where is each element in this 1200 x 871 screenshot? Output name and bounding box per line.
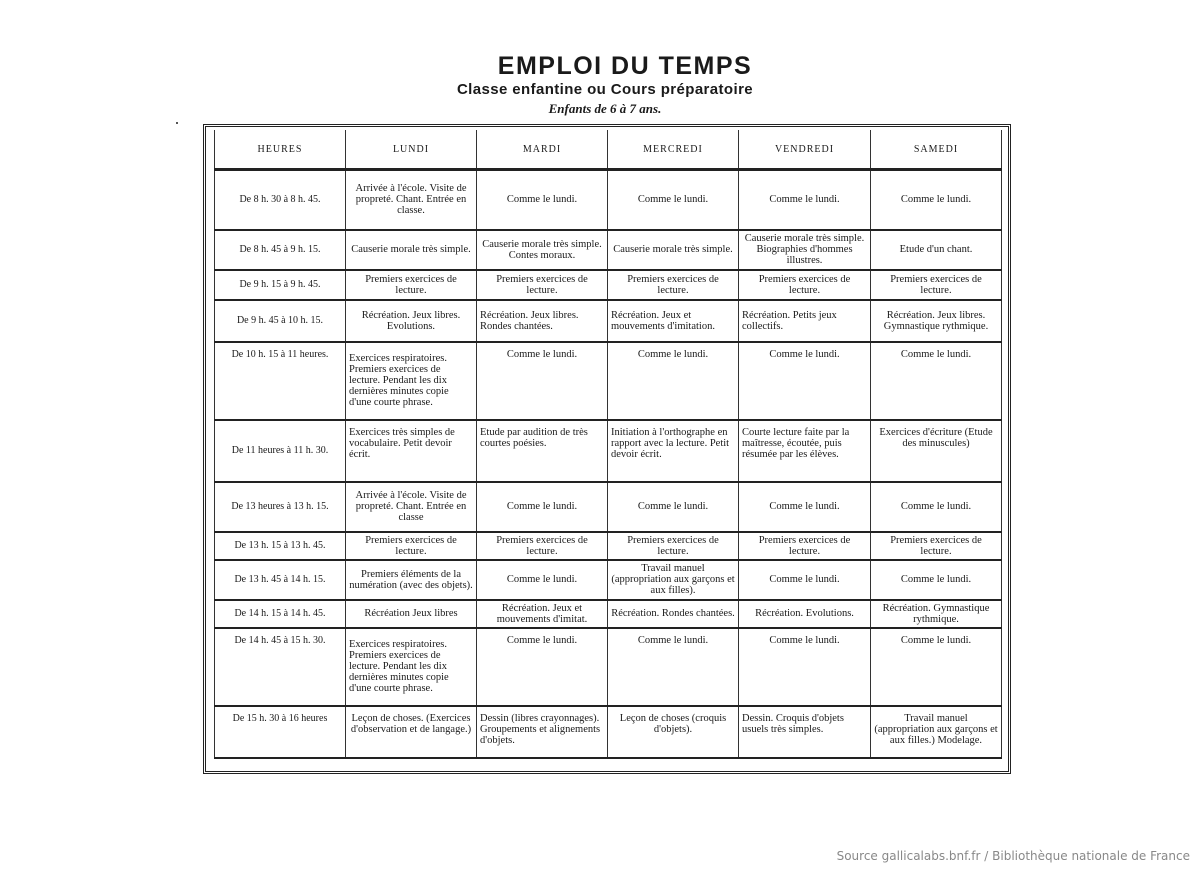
- mercredi-cell: Causerie morale très simple.: [608, 230, 739, 270]
- lundi-cell: Premiers exercices de lecture.: [346, 532, 477, 560]
- samedi-cell: Comme le lundi.: [871, 560, 1002, 600]
- vendredi-cell: Premiers exercices de lecture.: [739, 270, 871, 300]
- header-row: [215, 130, 1002, 170]
- header-vendredi: VENDREDI: [739, 130, 871, 170]
- time-cell: De 15 h. 30 à 16 heures: [215, 706, 346, 758]
- mardi-cell: Dessin (libres crayonnages). Groupements et alignements d'objets.: [477, 706, 608, 758]
- mercredi-cell: Premiers exercices de lecture.: [608, 270, 739, 300]
- lundi-cell: Leçon de choses. (Exercices d'observation et de langage.): [346, 706, 477, 758]
- table-row: [215, 170, 1002, 230]
- table-row: [215, 560, 1002, 600]
- mercredi-cell: Travail manuel (appropriation aux garçons et aux filles).: [608, 560, 739, 600]
- table-row: [215, 230, 1002, 270]
- samedi-cell: Récréation. Gymnastique rythmique.: [871, 600, 1002, 628]
- vendredi-cell: Courte lecture faite par la maîtresse, écoutée, puis résumée par les élèves.: [739, 420, 871, 482]
- lundi-cell: Causerie morale très simple.: [346, 230, 477, 270]
- table-row: [215, 300, 1002, 342]
- time-cell: De 8 h. 30 à 8 h. 45.: [215, 170, 346, 230]
- document-title: EMPLOI DU TEMPS: [497, 52, 753, 80]
- time-cell: De 13 h. 45 à 14 h. 15.: [215, 560, 346, 600]
- lundi-cell: Premiers éléments de la numération (avec des objets).: [346, 560, 477, 600]
- vendredi-cell: Récréation. Evolutions.: [739, 600, 871, 628]
- time-cell: De 9 h. 15 à 9 h. 45.: [215, 270, 346, 300]
- vendredi-cell: Premiers exercices de lecture.: [739, 532, 871, 560]
- samedi-cell: Comme le lundi.: [871, 170, 1002, 230]
- mercredi-cell: Initiation à l'orthographe en rapport avec la lecture. Petit devoir écrit.: [608, 420, 739, 482]
- mardi-cell: Récréation. Jeux libres. Rondes chantées.: [477, 300, 608, 342]
- samedi-cell: Etude d'un chant.: [871, 230, 1002, 270]
- mercredi-cell: Récréation. Jeux et mouvements d'imitation.: [608, 300, 739, 342]
- mardi-cell: Premiers exercices de lecture.: [477, 270, 608, 300]
- header-mardi: MARDI: [477, 130, 608, 170]
- age-note: Enfants de 6 à 7 ans.: [548, 101, 662, 116]
- lundi-cell: Exercices respiratoires. Premiers exercices de lecture. Pendant les dix dernières minutes copie d'une courte phrase.: [346, 628, 477, 706]
- source-attribution: Source gallicalabs.bnf.fr / Bibliothèque nationale de France: [836, 849, 1190, 863]
- lundi-cell: Exercices respiratoires. Premiers exercices de lecture. Pendant les dix dernières minutes copie d'une courte phrase.: [346, 342, 477, 420]
- print-speck: [176, 122, 178, 124]
- table-row: [215, 342, 1002, 420]
- mardi-cell: Récréation. Jeux et mouvements d'imitat.: [477, 600, 608, 628]
- mercredi-cell: Récréation. Rondes chantées.: [608, 600, 739, 628]
- table-row: [215, 270, 1002, 300]
- table-row: [215, 600, 1002, 628]
- vendredi-cell: Comme le lundi.: [739, 628, 871, 706]
- mardi-cell: Premiers exercices de lecture.: [477, 532, 608, 560]
- vendredi-cell: Dessin. Croquis d'objets usuels très simples.: [739, 706, 871, 758]
- table-row: [215, 532, 1002, 560]
- samedi-cell: Premiers exercices de lecture.: [871, 532, 1002, 560]
- mardi-cell: Causerie morale très simple. Contes moraux.: [477, 230, 608, 270]
- vendredi-cell: Comme le lundi.: [739, 170, 871, 230]
- time-cell: De 13 h. 15 à 13 h. 45.: [215, 532, 346, 560]
- mardi-cell: Comme le lundi.: [477, 170, 608, 230]
- table-row: [215, 482, 1002, 532]
- header-mercredi: MERCREDI: [608, 130, 739, 170]
- mercredi-cell: Leçon de choses (croquis d'objets).: [608, 706, 739, 758]
- lundi-cell: Récréation Jeux libres: [346, 600, 477, 628]
- header-samedi: SAMEDI: [871, 130, 1002, 170]
- samedi-cell: Comme le lundi.: [871, 628, 1002, 706]
- header-heures: HEURES: [215, 130, 346, 170]
- vendredi-cell: Comme le lundi.: [739, 342, 871, 420]
- vendredi-cell: Comme le lundi.: [739, 560, 871, 600]
- lundi-cell: Exercices très simples de vocabulaire. Petit devoir écrit.: [346, 420, 477, 482]
- time-cell: De 11 heures à 11 h. 30.: [215, 420, 346, 482]
- mercredi-cell: Comme le lundi.: [608, 628, 739, 706]
- lundi-cell: Arrivée à l'école. Visite de propreté. Chant. Entrée en classe.: [346, 170, 477, 230]
- time-cell: De 9 h. 45 à 10 h. 15.: [215, 300, 346, 342]
- lundi-cell: Récréation. Jeux libres. Evolutions.: [346, 300, 477, 342]
- mercredi-cell: Comme le lundi.: [608, 170, 739, 230]
- vendredi-cell: Comme le lundi.: [739, 482, 871, 532]
- samedi-cell: Exercices d'écriture (Etude des minuscules): [871, 420, 1002, 482]
- table-row: [215, 706, 1002, 758]
- mercredi-cell: Comme le lundi.: [608, 482, 739, 532]
- lundi-cell: Arrivée à l'école. Visite de propreté. Chant. Entrée en classe: [346, 482, 477, 532]
- time-cell: De 13 heures à 13 h. 15.: [215, 482, 346, 532]
- time-cell: De 10 h. 15 à 11 heures.: [215, 342, 346, 420]
- mardi-cell: Etude par audition de très courtes poésies.: [477, 420, 608, 482]
- mercredi-cell: Premiers exercices de lecture.: [608, 532, 739, 560]
- lundi-cell: Premiers exercices de lecture.: [346, 270, 477, 300]
- document-subtitle: Classe enfantine ou Cours préparatoire: [456, 81, 754, 98]
- mardi-cell: Comme le lundi.: [477, 628, 608, 706]
- mardi-cell: Comme le lundi.: [477, 482, 608, 532]
- samedi-cell: Premiers exercices de lecture.: [871, 270, 1002, 300]
- samedi-cell: Comme le lundi.: [871, 482, 1002, 532]
- table-row: [215, 420, 1002, 482]
- vendredi-cell: Causerie morale très simple. Biographies d'hommes illustres.: [739, 230, 871, 270]
- mardi-cell: Comme le lundi.: [477, 342, 608, 420]
- table-row: [215, 628, 1002, 706]
- samedi-cell: Récréation. Jeux libres. Gymnastique rythmique.: [871, 300, 1002, 342]
- samedi-cell: Comme le lundi.: [871, 342, 1002, 420]
- samedi-cell: Travail manuel (appropriation aux garçons et aux filles.) Modelage.: [871, 706, 1002, 758]
- mercredi-cell: Comme le lundi.: [608, 342, 739, 420]
- time-cell: De 14 h. 45 à 15 h. 30.: [215, 628, 346, 706]
- mardi-cell: Comme le lundi.: [477, 560, 608, 600]
- header-lundi: LUNDI: [346, 130, 477, 170]
- time-cell: De 8 h. 45 à 9 h. 15.: [215, 230, 346, 270]
- vendredi-cell: Récréation. Petits jeux collectifs.: [739, 300, 871, 342]
- time-cell: De 14 h. 15 à 14 h. 45.: [215, 600, 346, 628]
- timetable: [214, 130, 1002, 759]
